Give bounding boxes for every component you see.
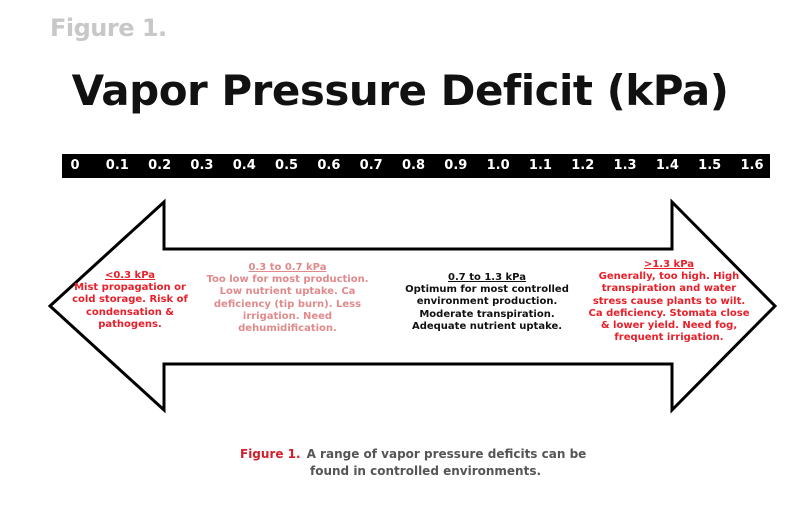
scale-tick-label: 0.3 xyxy=(190,158,214,173)
zone-text: Optimum for most controlled environment production. Moderate transpiration. Adequate nutrient uptake. xyxy=(405,284,569,332)
scale-tick-label: 0.9 xyxy=(444,158,468,173)
scale-tick-label: 0.1 xyxy=(105,158,129,173)
scale-tick-label: 1.0 xyxy=(486,158,510,173)
zone-below-0-3 xyxy=(70,270,190,331)
zone-0-7-to-1-3 xyxy=(392,272,582,333)
caption-line-2: found in controlled environments. xyxy=(310,464,542,478)
zone-text: Mist propagation or cold storage. Risk of condensation & pathogens. xyxy=(72,282,188,330)
scale-tick-label: 1.3 xyxy=(613,158,637,173)
scale-tick-label: 0 xyxy=(70,158,80,173)
figure-caption xyxy=(240,446,620,480)
scale-tick-label: 0.2 xyxy=(148,158,172,173)
caption-label: Figure 1. xyxy=(240,447,301,461)
scale-tick-label: 0.6 xyxy=(317,158,341,173)
zone-above-1-3 xyxy=(588,259,750,344)
scale-tick-label: 1.2 xyxy=(571,158,595,173)
figure-label: Figure 1. xyxy=(50,14,167,42)
scale-tick-label: 0.7 xyxy=(359,158,383,173)
zone-text: Too low for most production. Low nutrient uptake. Ca deficiency (tip burn). Less irrigation. Need dehumidification. xyxy=(206,274,369,335)
zone-text: Generally, too high. High transpiration and water stress cause plants to wilt. Ca deficiency. Stomata close & lower yield. Need fog, frequent irrigation. xyxy=(588,271,750,344)
scale-tick-label: 0.5 xyxy=(275,158,299,173)
zone-heading: 0.3 to 0.7 kPa xyxy=(248,262,327,273)
scale-tick-label: 0.8 xyxy=(401,158,426,173)
caption-line-1: A range of vapor pressure deficits can be xyxy=(306,447,587,461)
scale-tick-label: 0.4 xyxy=(232,158,256,173)
scale-tick-label: 1.5 xyxy=(698,158,722,173)
zone-heading: 0.7 to 1.3 kPa xyxy=(448,272,526,283)
scale-tick-label: 1.6 xyxy=(740,158,764,173)
zone-heading: <0.3 kPa xyxy=(104,270,156,281)
diagram-title: Vapor Pressure Deficit (kPa) xyxy=(71,66,729,115)
scale-tick-label: 1.1 xyxy=(528,158,552,173)
zone-0-3-to-0-7 xyxy=(200,262,375,335)
zone-heading: >1.3 kPa xyxy=(643,259,695,270)
scale-tick-label: 1.4 xyxy=(655,158,679,173)
